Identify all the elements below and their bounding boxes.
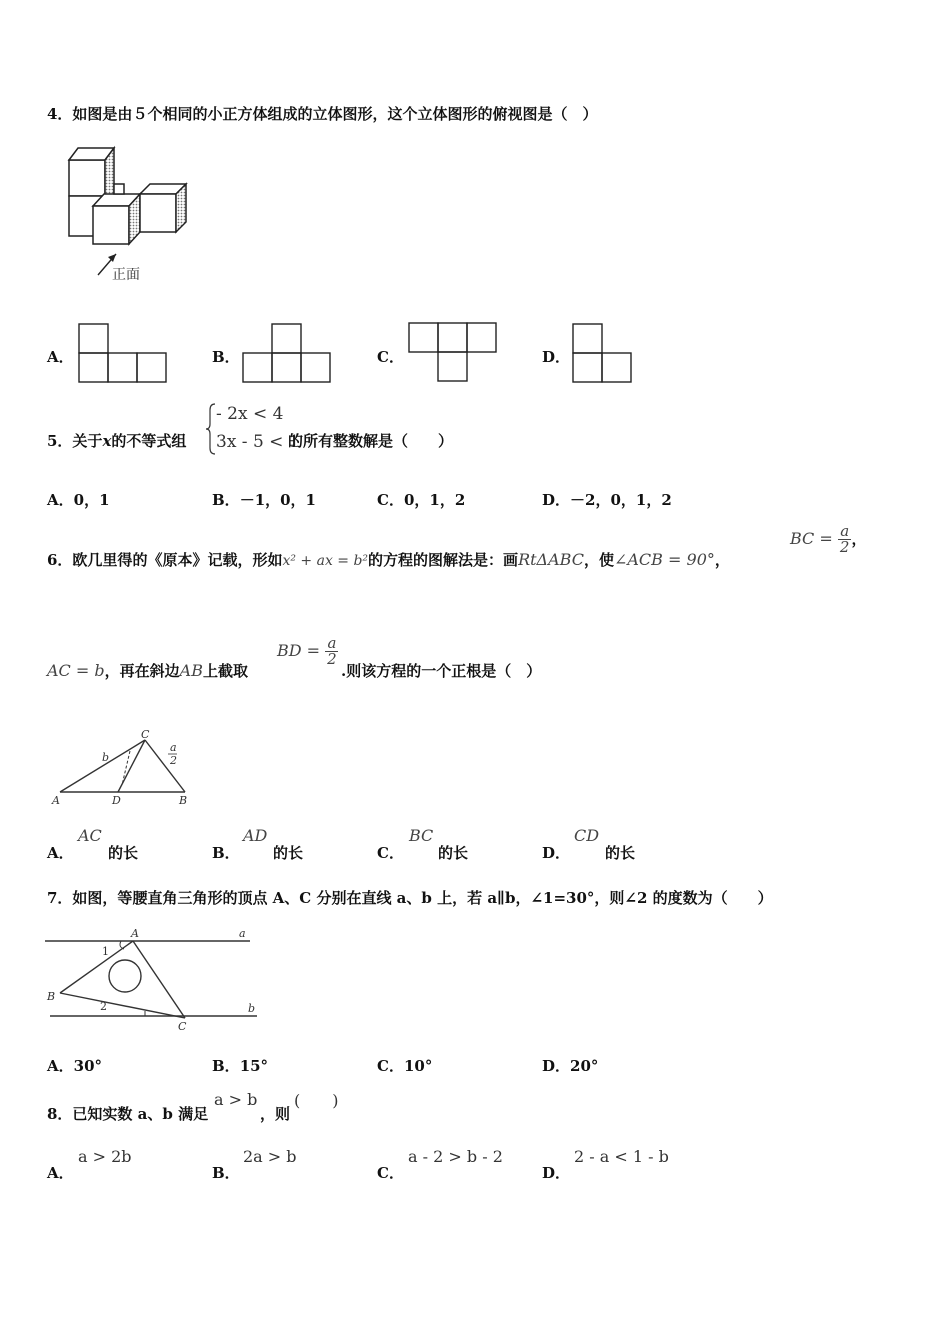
q6-option-d-math[interactable]: CD xyxy=(574,826,600,845)
q5-option-b[interactable]: B．－1，0，1 xyxy=(212,491,316,509)
q5-option-c[interactable]: C．0，1，2 xyxy=(377,491,466,509)
q6-option-a-text[interactable]: 的长 xyxy=(108,844,139,862)
fig7-angle-2: 2 xyxy=(100,1000,107,1013)
q8-stem-then: ，则 xyxy=(260,1105,291,1123)
q8-option-d-math[interactable]: 2 - a < 1 - b xyxy=(574,1147,669,1166)
fig6-side-a-den: 2 xyxy=(170,754,177,767)
fig6-label-b: B xyxy=(179,794,188,807)
q7-option-b[interactable]: B．15° xyxy=(212,1057,269,1075)
q6-option-d-label[interactable]: D． xyxy=(542,844,571,862)
fig6-label-c: C xyxy=(141,728,150,741)
q6-option-d-text[interactable]: 的长 xyxy=(605,844,636,862)
q6-bc-equation: BC = $\frac{a}{2}$ ， xyxy=(790,522,867,556)
q6-angle: ∠ACB = 90° xyxy=(613,550,715,569)
q6-line-2-end: .则该方程的一个正根是（ ） xyxy=(341,662,542,680)
q6-option-c-label[interactable]: C． xyxy=(377,844,404,862)
q4-option-b-label[interactable]: B． xyxy=(212,348,240,366)
q7-option-d[interactable]: D．20° xyxy=(542,1057,599,1075)
fig6-side-a-num: a xyxy=(170,741,177,754)
q6-ab: AB xyxy=(179,661,203,680)
q4-option-c-figure[interactable] xyxy=(408,322,500,384)
q8-option-c-label[interactable]: C． xyxy=(377,1164,404,1182)
q7-figure xyxy=(45,922,265,1037)
fig7-label-b: B xyxy=(47,990,56,1003)
fig6-side-b: b xyxy=(102,751,110,764)
q6-line-2: AC = b，再在斜边AB上截取 xyxy=(47,661,248,680)
q8-condition: a > b xyxy=(214,1090,258,1109)
q6-line-1: 6．欧几里得的《原本》记载，形如x² + ax = b²的方程的图解法是：画RtΔABC，使∠ACB = 90°， xyxy=(47,550,730,569)
q6-option-c-math[interactable]: BC xyxy=(409,826,434,845)
q8-option-b-math[interactable]: 2a > b xyxy=(243,1147,297,1166)
fig6-label-a: A xyxy=(52,794,60,807)
q5-mid: 的不等式组 xyxy=(111,432,187,450)
q5-prefix: 5．关于 xyxy=(47,432,103,450)
fig7-line-b: b xyxy=(248,1002,256,1015)
q4-option-a-label[interactable]: A． xyxy=(47,348,74,366)
q6-triangle-figure xyxy=(45,725,195,810)
q8-stem-start: 8．已知实数 a、b 满足 xyxy=(47,1105,209,1123)
q6-option-b-math[interactable]: AD xyxy=(243,826,268,845)
q7-option-a[interactable]: A．30° xyxy=(47,1057,103,1075)
q6-ac-equation: AC = b xyxy=(47,661,105,680)
q4-option-d-label[interactable]: D． xyxy=(542,348,571,366)
q5-suffix: 的所有整数解是（ ） xyxy=(288,432,454,450)
q4-option-a-figure[interactable] xyxy=(78,323,168,385)
fig7-label-a: A xyxy=(131,927,139,940)
q5-inequality-2: 3x - 5 < 1 xyxy=(216,432,300,452)
q6-option-b-text[interactable]: 的长 xyxy=(273,844,304,862)
front-label: 正面 xyxy=(112,267,140,283)
q5-stem xyxy=(47,430,186,451)
q7-option-c[interactable]: C．10° xyxy=(377,1057,433,1075)
q6-option-b-label[interactable]: B． xyxy=(212,844,240,862)
q8-paren: ( ) xyxy=(294,1091,339,1110)
fig7-line-a: a xyxy=(239,927,246,940)
q5-option-a[interactable]: A．0，1 xyxy=(47,491,110,509)
q7-stem: 7．如图，等腰直角三角形的顶点 A、C 分别在直线 a、b 上，若 a∥b，∠1=30°，则∠2 的度数为（ ） xyxy=(47,889,773,907)
q4-option-d-figure[interactable] xyxy=(572,323,634,385)
q6-bd-equation: BD = $\frac{a}{2}$ xyxy=(277,634,337,668)
q6-equation: x² + ax = b² xyxy=(282,553,369,569)
q8-option-d-label[interactable]: D． xyxy=(542,1164,571,1182)
q4-option-c-label[interactable]: C． xyxy=(377,348,404,366)
q6-option-a-label[interactable]: A． xyxy=(47,844,74,862)
fig6-label-d: D xyxy=(112,794,121,807)
q8-option-b-label[interactable]: B． xyxy=(212,1164,240,1182)
fig7-label-c: C xyxy=(178,1020,187,1033)
q4-stem: 4．如图是由５个相同的小正方体组成的立体图形，这个立体图形的俯视图是（ ） xyxy=(47,105,598,123)
q6-option-c-text[interactable]: 的长 xyxy=(438,844,469,862)
q5-option-d[interactable]: D．－2，0，1，2 xyxy=(542,491,672,509)
q8-option-a-math[interactable]: a > 2b xyxy=(78,1147,132,1166)
q6-triangle: RtΔABC xyxy=(518,550,584,569)
q5-inequality-1: - 2x < 4 xyxy=(216,404,284,424)
q4-option-b-figure[interactable] xyxy=(242,323,332,385)
q6-option-a-math[interactable]: AC xyxy=(78,826,102,845)
fig7-angle-1: 1 xyxy=(102,945,109,958)
q8-option-c-math[interactable]: a - 2 > b - 2 xyxy=(408,1147,503,1166)
q8-option-a-label[interactable]: A． xyxy=(47,1164,74,1182)
q5-variable: x xyxy=(102,432,112,450)
